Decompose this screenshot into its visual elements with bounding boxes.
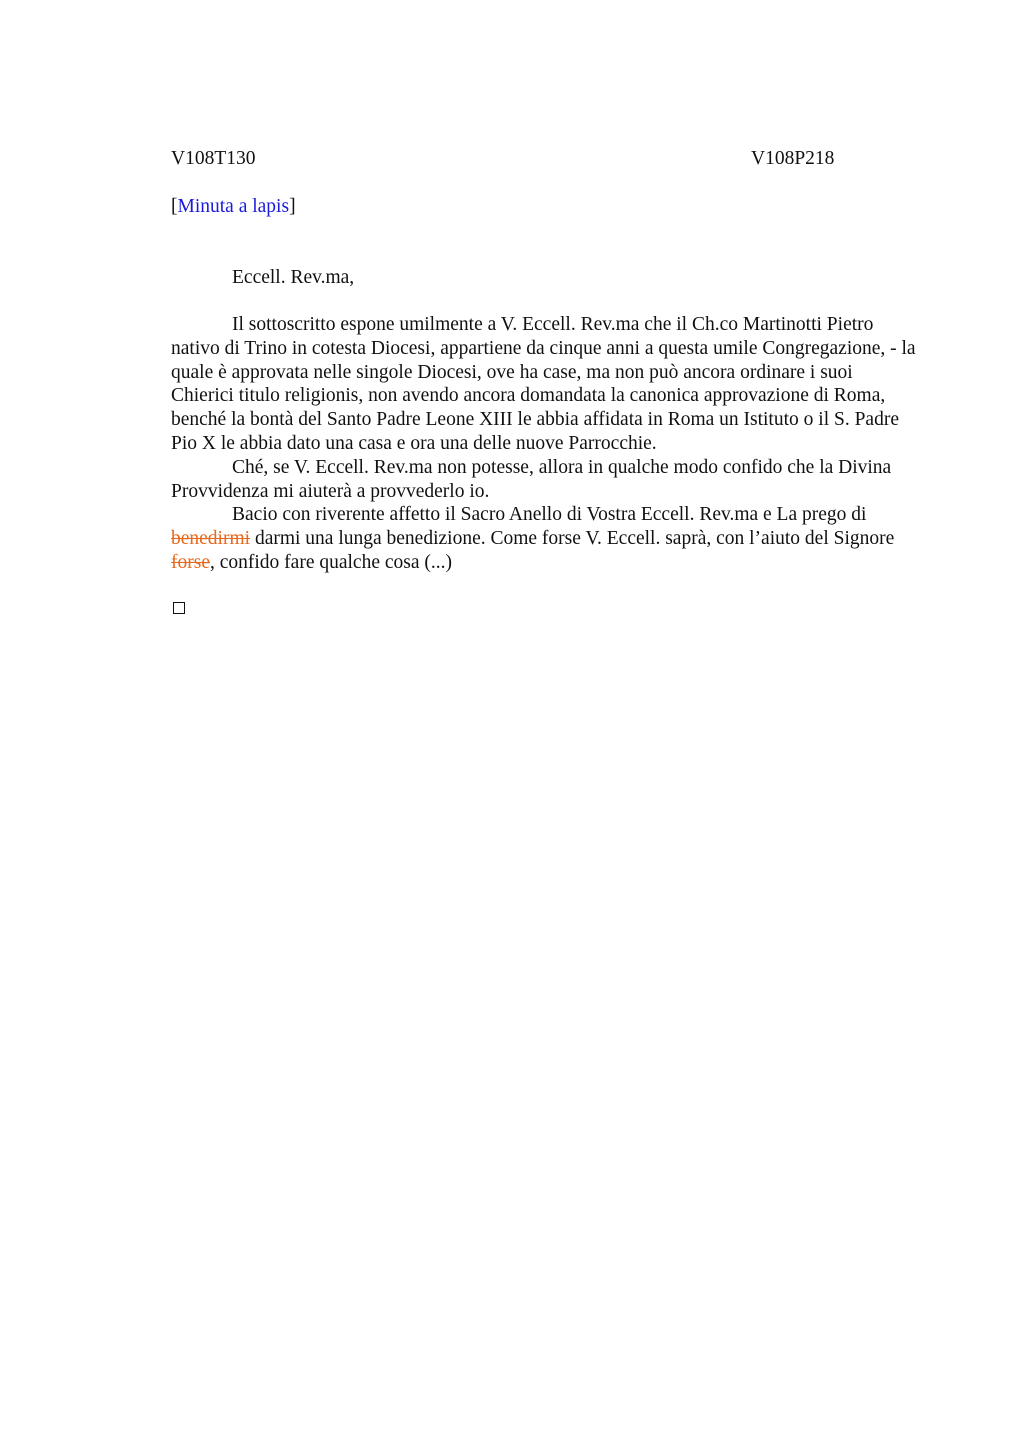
paragraph-1: Il sottoscritto espone umilmente a V. Eccell. Rev.ma che il Ch.co Martinotti Pietro nativo di Trino in cotesta Diocesi, appartiene da cinque anni a questa umile Congregazione, - la quale è approvata nelle singole Diocesi, ove ha case, ma non può ancora ordinare i suoi Chierici titulo religionis, non avendo ancora domandata la canonica approvazione di Roma, benché la bontà del Santo Padre Leone XIII le abbia affidata in Roma un Istituto o il S. Padre Pio X le abbia dato una casa e ora una delle nuove Parrocchie. — [171, 314, 916, 454]
paragraph-3 — [171, 503, 917, 574]
paragraph-2: Ché, se V. Eccell. Rev.ma non potesse, allora in qualche modo confido che la Divina Provvidenza mi aiuterà a provvederlo io. — [171, 456, 892, 502]
salutation: Eccell. Rev.ma, — [232, 267, 355, 288]
editorial-note — [171, 195, 296, 219]
deleted-word-benedirmi: benedirmi — [171, 528, 251, 550]
paragraph-3-text-1: Bacio con riverente affetto il Sacro Anello di Vostra Eccell. Rev.ma e La prego di — [232, 504, 867, 526]
paragraph-3-text-2: darmi una lunga benedizione. Come forse V. Eccell. saprà, con l’aiuto del Signore — [250, 528, 895, 550]
end-marker-box-icon — [173, 602, 185, 614]
document-reference-left: V108T130 — [171, 148, 256, 169]
document-reference-right: V108P218 — [751, 148, 835, 169]
paragraph-3-text-3: , confido fare qualche cosa (...) — [209, 551, 452, 573]
note-close-bracket: ] — [289, 196, 296, 217]
note-open-bracket: [ — [171, 196, 178, 217]
note-text: Minuta a lapis — [177, 196, 290, 217]
deleted-word-forse: forse — [171, 551, 210, 573]
letter-body — [171, 313, 917, 575]
